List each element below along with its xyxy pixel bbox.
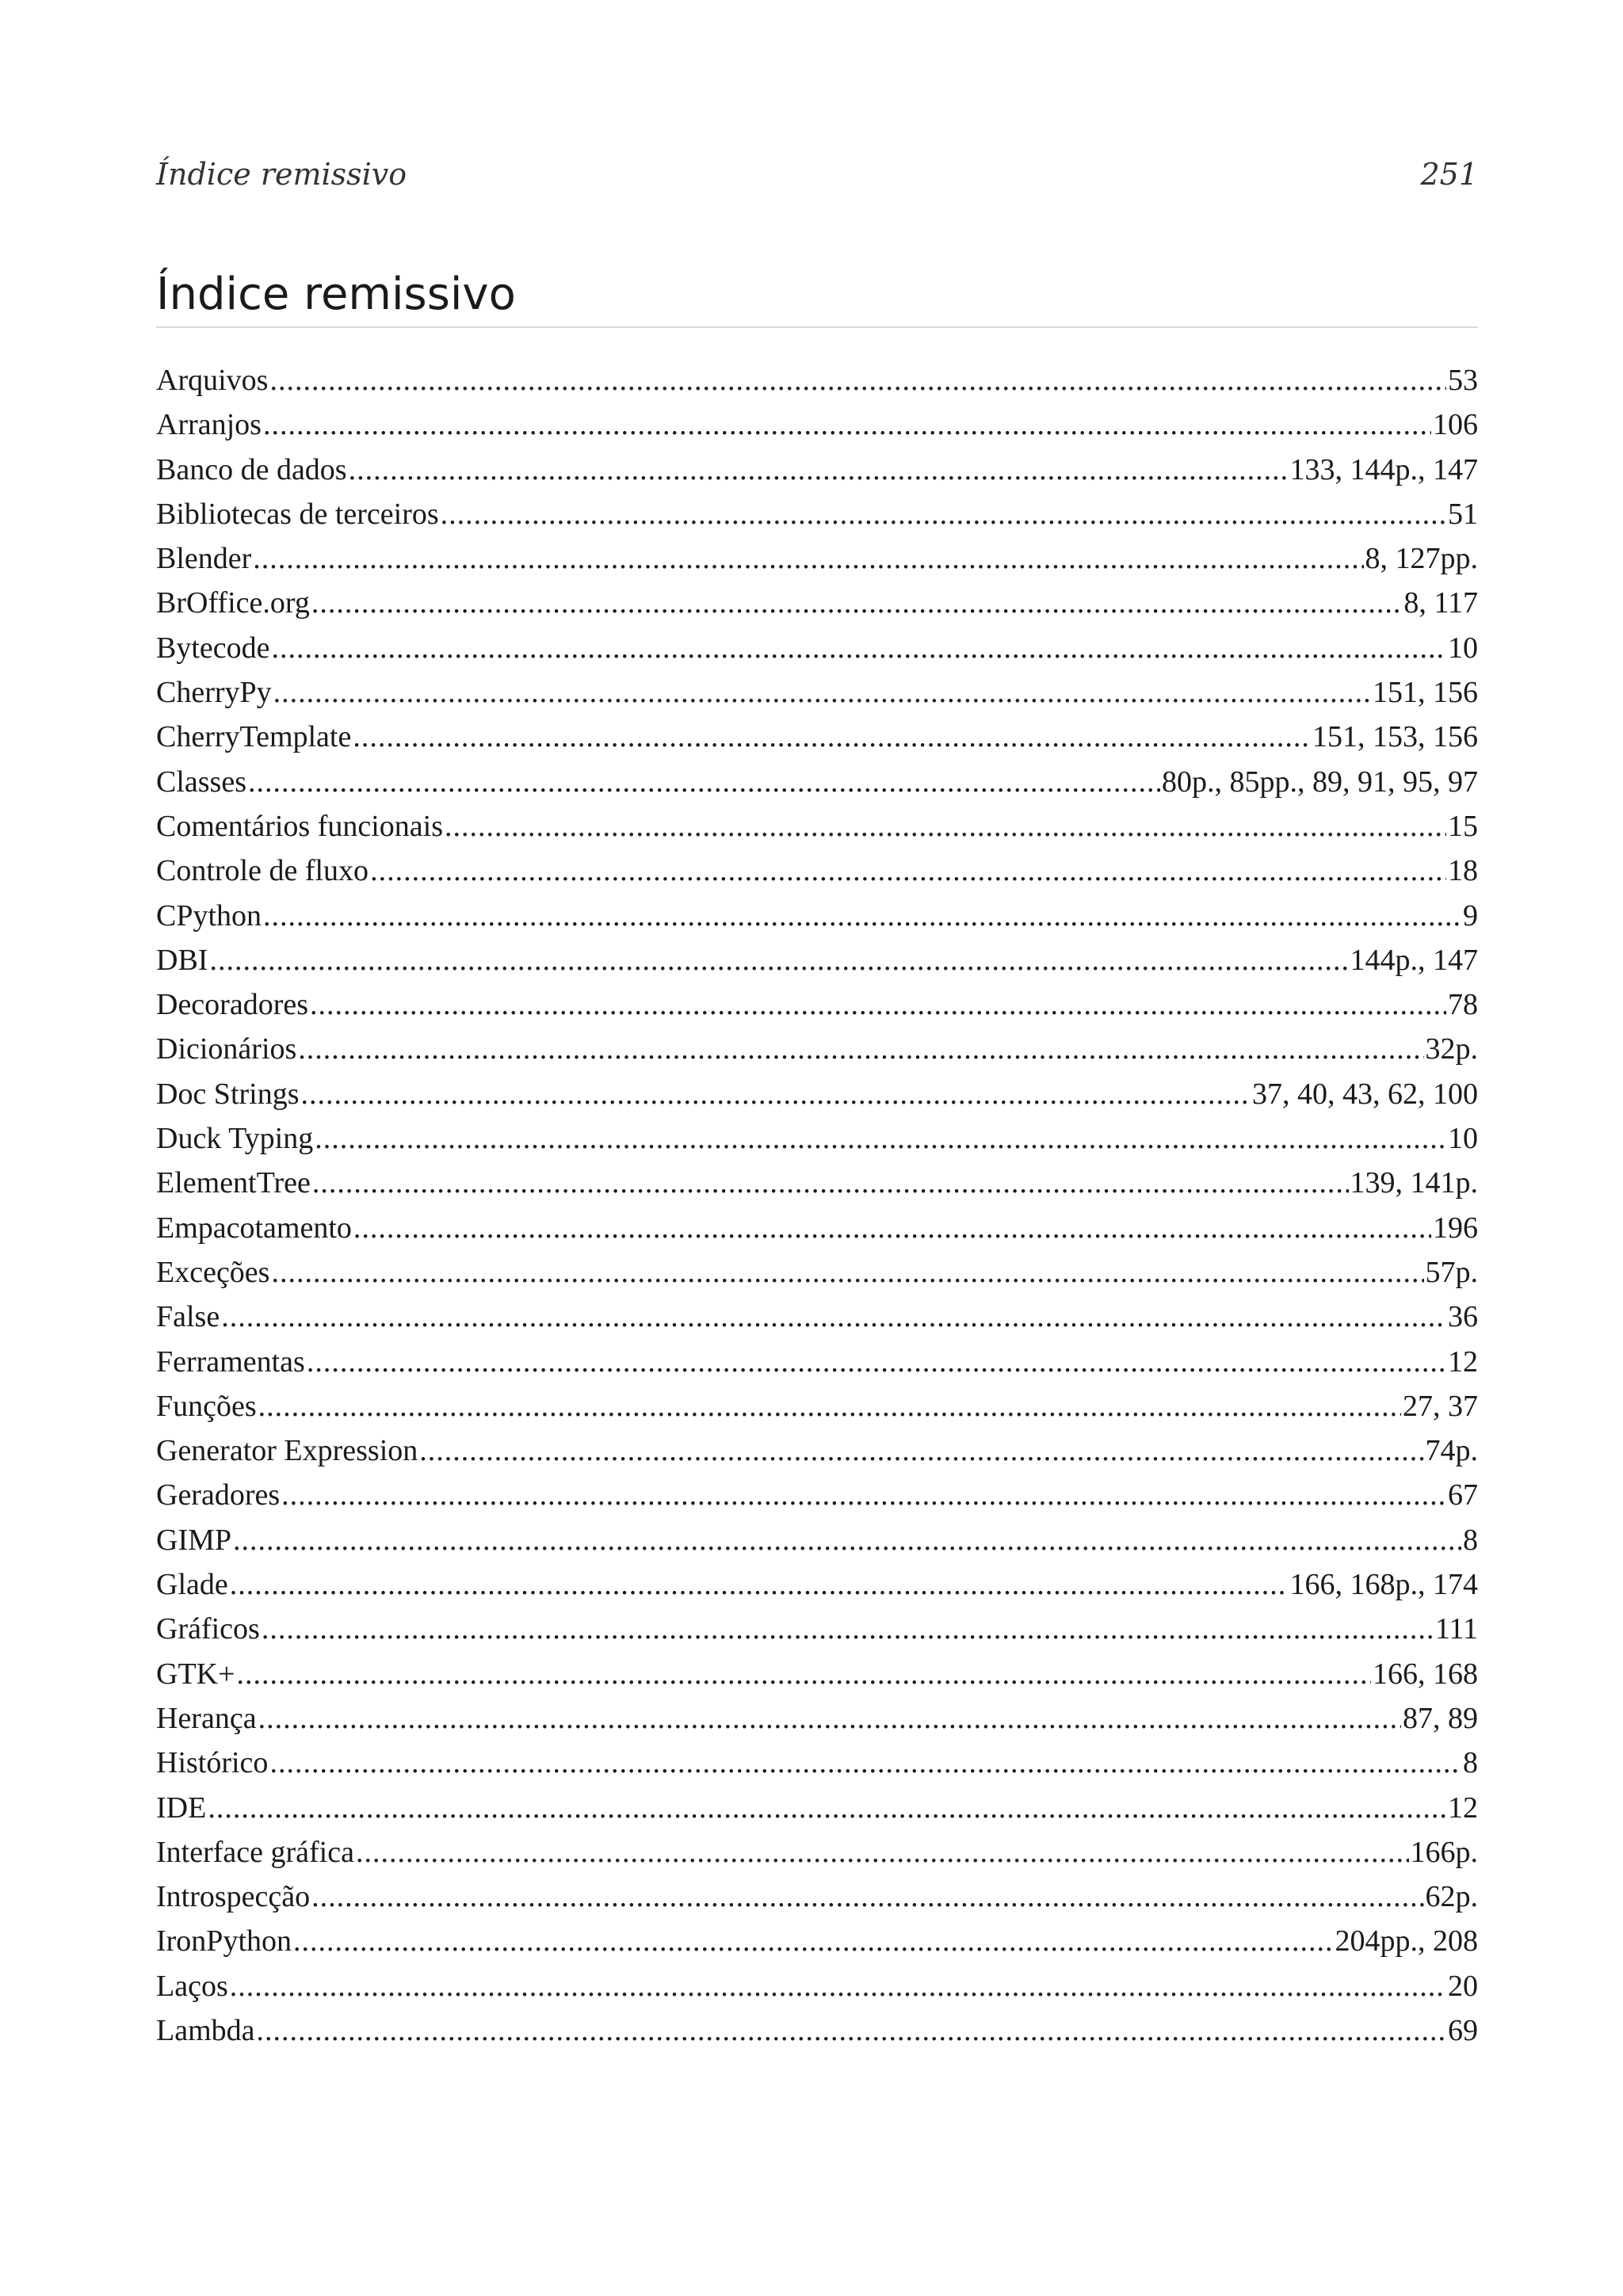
index-pages: 166p.: [1410, 1835, 1478, 1869]
index-term: Exceções: [156, 1255, 270, 1289]
dot-leader: [257, 2008, 1446, 2053]
index-pages: 15: [1448, 809, 1478, 843]
index-entry: [156, 1295, 1478, 1339]
running-header: [156, 157, 1478, 204]
dot-leader: [419, 1428, 1423, 1473]
index-pages: 166, 168p., 174: [1289, 1568, 1478, 1602]
index-term: Empacotamento: [156, 1211, 352, 1245]
dot-leader: [353, 1206, 1431, 1250]
index-pages: 53: [1448, 364, 1478, 397]
index-pages: 32p.: [1425, 1032, 1478, 1066]
index-entry: [156, 1607, 1478, 1651]
index-term: Interface gráfica: [156, 1835, 354, 1869]
index-term: CherryTemplate: [156, 720, 352, 754]
dot-leader: [269, 358, 1446, 402]
index-term: Banco de dados: [156, 452, 347, 486]
index-entry: [156, 1652, 1478, 1696]
index-term: Doc Strings: [156, 1077, 300, 1111]
index-term: IronPython: [156, 1924, 292, 1958]
dot-leader: [311, 1875, 1423, 1919]
index-term: Funções: [156, 1389, 257, 1423]
dot-leader: [273, 670, 1371, 715]
index-entry: [156, 1206, 1478, 1250]
index-pages: 51: [1448, 497, 1478, 531]
index-pages: 106: [1433, 408, 1478, 442]
document-page: [156, 0, 1478, 2296]
index-entry: [156, 1964, 1478, 2008]
index-term: Lambda: [156, 2013, 255, 2047]
index-pages: 36: [1448, 1300, 1478, 1334]
dot-leader: [263, 894, 1461, 938]
index-entry: [156, 1473, 1478, 1517]
index-term: Bytecode: [156, 631, 270, 665]
index-term: Classes: [156, 765, 246, 799]
index-pages: 111: [1434, 1612, 1478, 1646]
index-entry: [156, 1696, 1478, 1741]
dot-leader: [370, 849, 1446, 893]
running-header-title: Índice remissivo: [156, 157, 407, 192]
dot-leader: [298, 1027, 1423, 1071]
index-entry: [156, 715, 1478, 759]
index-term: Bibliotecas de terceiros: [156, 497, 439, 531]
index-term: Herança: [156, 1701, 257, 1735]
dot-leader: [253, 536, 1363, 581]
index-pages: 78: [1448, 988, 1478, 1022]
index-entry: [156, 536, 1478, 581]
page-number: 251: [1420, 157, 1478, 192]
index-term: Glade: [156, 1568, 228, 1602]
index-pages: 57p.: [1425, 1255, 1478, 1289]
index-entry: [156, 2008, 1478, 2053]
index-entry: [156, 1027, 1478, 1071]
index-pages: 80p., 85pp., 89, 91, 95, 97: [1162, 765, 1478, 799]
index-term: Arquivos: [156, 364, 269, 397]
index-pages: 196: [1433, 1211, 1478, 1245]
dot-leader: [293, 1919, 1334, 1963]
section-title: Índice remissivo: [156, 268, 1478, 328]
index-entry: [156, 1518, 1478, 1562]
index-entry: [156, 1072, 1478, 1116]
index-entry: [156, 1116, 1478, 1161]
index-entry: [156, 982, 1478, 1027]
index-entry: [156, 1340, 1478, 1384]
index-pages: 139, 141p.: [1350, 1166, 1478, 1200]
index-term: Gráficos: [156, 1612, 260, 1646]
index-pages: 8, 127pp.: [1365, 542, 1478, 576]
index-entry: [156, 1562, 1478, 1607]
dot-leader: [237, 1652, 1371, 1696]
dot-leader: [311, 581, 1403, 625]
index-entry: [156, 1830, 1478, 1875]
dot-leader: [445, 804, 1446, 849]
dot-leader: [269, 1741, 1461, 1785]
index-term: Histórico: [156, 1746, 269, 1780]
index-entry: [156, 581, 1478, 625]
index-pages: 9: [1463, 898, 1478, 933]
index-pages: 8: [1463, 1746, 1478, 1780]
index-term: GTK+: [156, 1657, 235, 1691]
index-term: Generator Expression: [156, 1434, 418, 1468]
dot-leader: [230, 1964, 1446, 2008]
index-pages: 74p.: [1425, 1434, 1478, 1468]
index-term: Laços: [156, 1969, 228, 2003]
index-pages: 151, 156: [1373, 676, 1478, 710]
index-pages: 144p., 147: [1350, 943, 1478, 977]
index-entry: [156, 1919, 1478, 1963]
index-term: Ferramentas: [156, 1344, 305, 1379]
dot-leader: [233, 1518, 1461, 1562]
index-pages: 8: [1463, 1523, 1478, 1557]
index-pages: 37, 40, 43, 62, 100: [1252, 1077, 1478, 1111]
dot-leader: [315, 1116, 1446, 1161]
dot-leader: [209, 938, 1348, 982]
index-entry: [156, 358, 1478, 402]
dot-leader: [272, 626, 1446, 670]
dot-leader: [312, 1161, 1349, 1205]
index-pages: 151, 153, 156: [1312, 720, 1478, 754]
dot-leader: [441, 492, 1446, 536]
index-term: BrOffice.org: [156, 586, 310, 620]
index-entry: [156, 1384, 1478, 1428]
index-entry: [156, 1161, 1478, 1205]
dot-leader: [221, 1295, 1446, 1339]
dot-leader: [271, 1250, 1423, 1295]
index-pages: 133, 144p., 147: [1289, 452, 1478, 486]
dot-leader: [301, 1072, 1251, 1116]
index-pages: 69: [1448, 2013, 1478, 2047]
dot-leader: [307, 1340, 1446, 1384]
index-pages: 12: [1448, 1344, 1478, 1379]
index-entry: [156, 670, 1478, 715]
index-entry: [156, 760, 1478, 804]
dot-leader: [258, 1384, 1401, 1428]
dot-leader: [258, 1696, 1401, 1741]
dot-leader: [208, 1786, 1446, 1830]
index-term: ElementTree: [156, 1166, 311, 1200]
index-term: DBI: [156, 943, 208, 977]
index-pages: 87, 89: [1403, 1701, 1478, 1735]
index-term: Geradores: [156, 1478, 281, 1512]
dot-leader: [349, 448, 1289, 492]
index-entry: [156, 1786, 1478, 1830]
dot-leader: [353, 715, 1311, 759]
index-term: Introspecção: [156, 1880, 311, 1914]
index-term: False: [156, 1300, 220, 1334]
index-pages: 10: [1448, 1122, 1478, 1156]
index-term: Comentários funcionais: [156, 809, 443, 843]
index-term: CherryPy: [156, 676, 272, 710]
index-term: Duck Typing: [156, 1122, 314, 1156]
index-entry: [156, 1875, 1478, 1919]
index-pages: 12: [1448, 1791, 1478, 1825]
index-term: Decoradores: [156, 988, 309, 1022]
index-term: CPython: [156, 898, 262, 933]
index-pages: 67: [1448, 1478, 1478, 1512]
dot-leader: [262, 1607, 1434, 1651]
index-entry: [156, 1428, 1478, 1473]
index-term: GIMP: [156, 1523, 232, 1557]
index-entry: [156, 938, 1478, 982]
index-term: IDE: [156, 1791, 207, 1825]
dot-leader: [263, 402, 1431, 447]
dot-leader: [230, 1562, 1289, 1607]
index-term: Controle de fluxo: [156, 854, 369, 888]
index-pages: 18: [1448, 854, 1478, 888]
index-entry: [156, 804, 1478, 849]
index-entry: [156, 448, 1478, 492]
index-entry: [156, 626, 1478, 670]
index-entry: [156, 1250, 1478, 1295]
index-entry: [156, 492, 1478, 536]
index-term: Arranjos: [156, 408, 262, 442]
index-pages: 204pp., 208: [1335, 1924, 1478, 1958]
index-entry: [156, 402, 1478, 447]
dot-leader: [248, 760, 1160, 804]
index-pages: 27, 37: [1403, 1389, 1478, 1423]
index-pages: 62p.: [1425, 1880, 1478, 1914]
index-list: [156, 358, 1478, 2053]
index-pages: 166, 168: [1373, 1657, 1478, 1691]
dot-leader: [281, 1473, 1446, 1517]
dot-leader: [310, 982, 1446, 1027]
index-pages: 8, 117: [1403, 586, 1478, 620]
index-term: Blender: [156, 542, 252, 576]
index-pages: 10: [1448, 631, 1478, 665]
index-term: Dicionários: [156, 1032, 297, 1066]
index-entry: [156, 849, 1478, 893]
index-entry: [156, 1741, 1478, 1785]
dot-leader: [356, 1830, 1409, 1875]
index-pages: 20: [1448, 1969, 1478, 2003]
index-entry: [156, 894, 1478, 938]
